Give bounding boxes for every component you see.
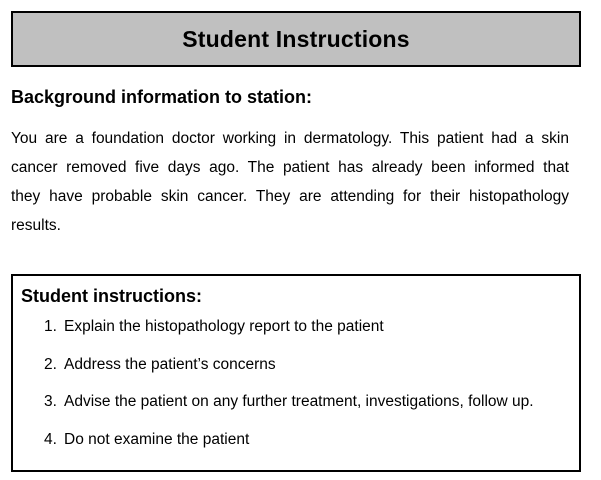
- instructions-heading: Student instructions:: [21, 286, 202, 306]
- background-paragraph: [11, 124, 569, 240]
- list-item-number: 3.: [44, 393, 57, 410]
- list-item-text: Do not examine the patient: [64, 430, 250, 448]
- list-item-text: Address the patient’s concerns: [64, 355, 276, 373]
- title-banner: [11, 11, 581, 67]
- list-item-number: 2.: [44, 355, 57, 373]
- list-item-number: 4.: [44, 430, 57, 448]
- list-item-number: 1.: [44, 318, 57, 335]
- list-item-text: Advise the patient on any further treatment, investigations, follow up.: [64, 393, 534, 410]
- background-heading: Background information to station:: [11, 87, 312, 107]
- background-line: cancer removed five days ago. The patient has already been informed that: [11, 159, 569, 176]
- page-title: Student Instructions: [182, 25, 410, 52]
- background-line: You are a foundation doctor working in dermatology. This patient had a skin: [11, 130, 569, 147]
- list-item-text: Explain the histopathology report to the patient: [64, 318, 384, 335]
- background-line: they have probable skin cancer. They are attending for their histopathology: [11, 188, 569, 205]
- background-line: results.: [11, 217, 61, 234]
- student-instructions-box: [11, 274, 581, 472]
